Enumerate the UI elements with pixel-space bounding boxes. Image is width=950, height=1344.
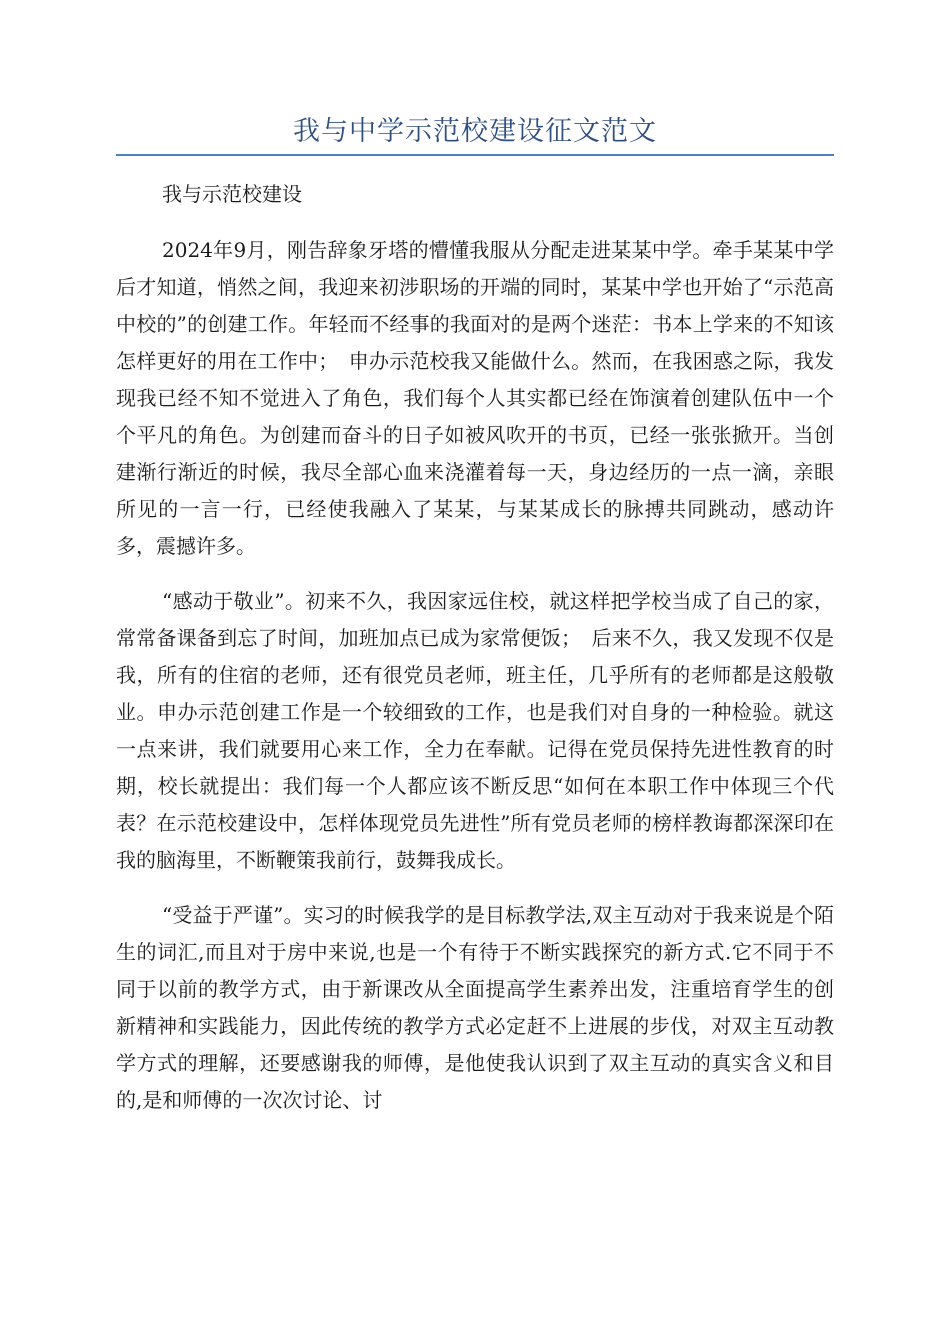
- paragraph-dedication: “感动于敬业”。初来不久，我因家远住校，就这样把学校当成了自己的家，常常备课备到忘了时间，加班加点已成为家常便饭； 后来不久，我又发现不仅是我，所有的住宿的老师，还有很党员老师，班主任，几乎所有的老师都是这般敬业。申办示范创建工作是一个较细致的工作，也是我们对自身的一种检验。就这一点来讲，我们就要用心来工作，全力在奉献。记得在党员保持先进性教育的时期，校长就提出：我们每一个人都应该不断反思“如何在本职工作中体现三个代表？在示范校建设中，怎样体现党员先进性”所有党员老师的榜样教诲都深深印在我的脑海里，不断鞭策我前行，鼓舞我成长。: [116, 589, 834, 872]
- document-body: [116, 174, 834, 1137]
- paragraph-rigor: “受益于严谨”。实习的时候我学的是目标教学法,双主互动对于我来说是个陌生的词汇,而且对于房中来说,也是一个有待于不断实践探究的新方式.它不同于不同于以前的教学方式，由于新课改从全面提高学生素养出发，注重培育学生的创新精神和实践能力，因此传统的教学方式必定赶不上进展的步伐，对双主互动教学方式的理解，还要感谢我的师傅，是他使我认识到了双主互动的真实含义和目的,是和师傅的一次次讨论、讨: [116, 903, 834, 1112]
- title-underline: [116, 154, 834, 156]
- section-heading: 我与示范校建设: [162, 182, 302, 206]
- paragraph-intro: 2024年9月，刚告辞象牙塔的懵懂我服从分配走进某某中学。牵手某某中学后才知道，悄然之间，我迎来初涉职场的开端的同时，某某中学也开始了“示范高中校的”的创建工作。年轻而不经事的我面对的是两个迷茫：书本上学来的不知该怎样更好的用在工作中； 申办示范校我又能做什么。然而，在我困惑之际，我发现我已经不知不觉进入了角色，我们每个人其实都已经在饰演着创建队伍中一个个平凡的角色。为创建而奋斗的日子如被风吹开的书页，已经一张张掀开。当创建渐行渐近的时候，我尽全部心血来浇灌着每一天，身边经历的一点一滴，亲眼所见的一言一行，已经使我融入了某某，与某某成长的脉搏共同跳动，感动许多，震撼许多。: [116, 238, 834, 558]
- document-title: 我与中学示范校建设征文范文: [293, 116, 657, 147]
